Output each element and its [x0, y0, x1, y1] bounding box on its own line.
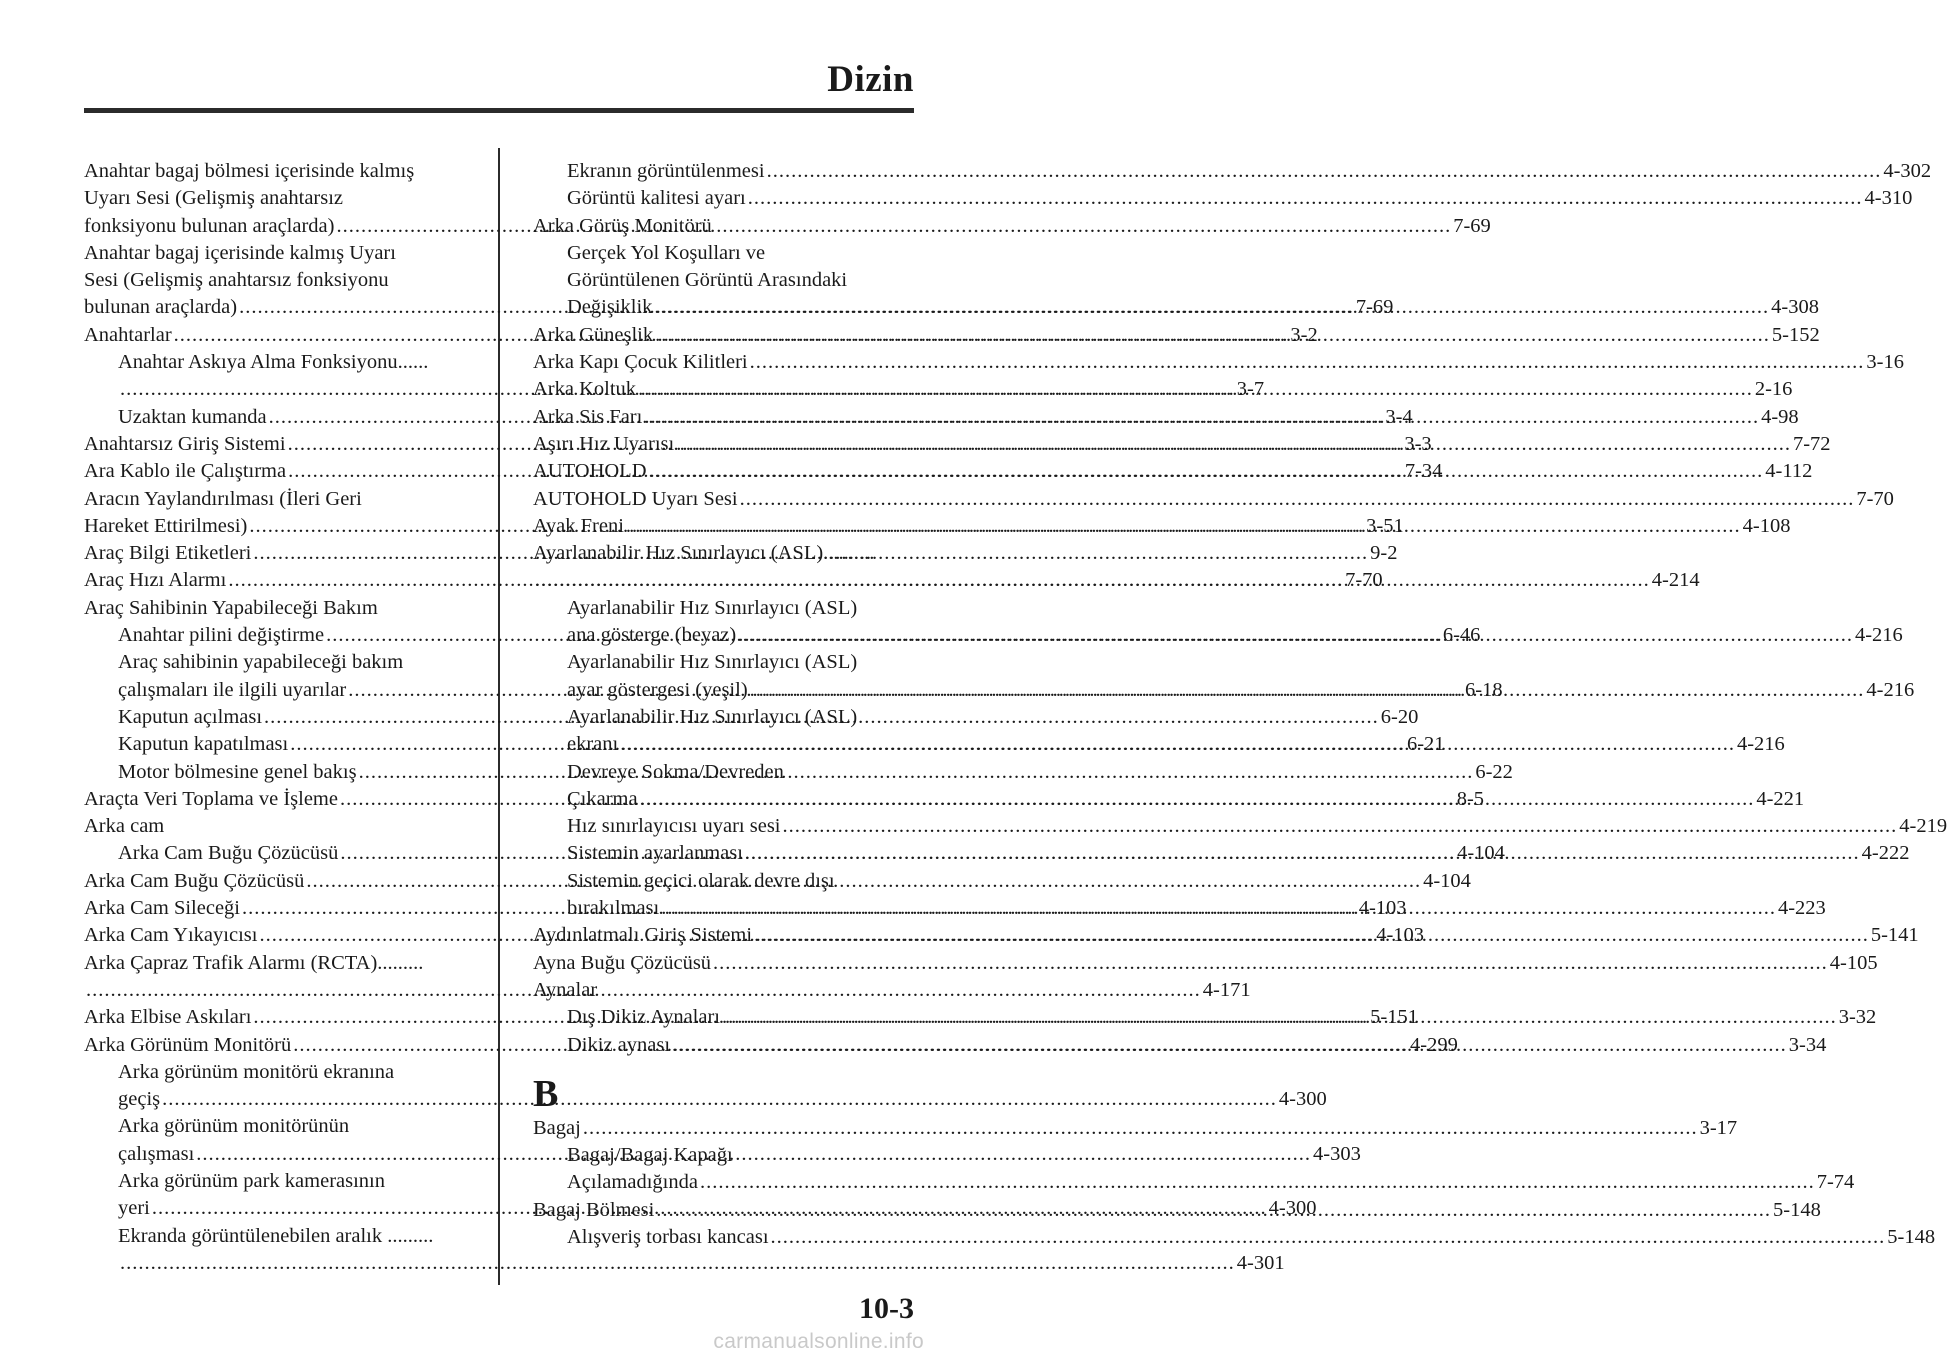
dot-leader — [656, 1197, 1771, 1224]
index-entry-page: 7-70 — [1856, 487, 1894, 510]
index-entry-page: 4-112 — [1765, 460, 1813, 483]
index-entry-page: 4-104 — [1457, 842, 1505, 865]
dot-leader — [654, 294, 1769, 321]
index-entry-page: 3-51 — [1366, 514, 1404, 537]
index-entry-text: Arka Cam Buğu Çözücüsü — [84, 869, 305, 892]
index-entry-page: 4-98 — [1761, 405, 1799, 428]
index-entry — [84, 486, 467, 513]
index-entry-text: Devreye Sokma/Devreden — [567, 760, 784, 783]
index-entry-text: Arka Koltuk — [533, 378, 637, 401]
index-entry — [84, 1113, 467, 1140]
index-entry-text: Görüntülenen Görüntü Arasındaki — [567, 269, 848, 292]
dot-leader — [120, 1250, 1235, 1277]
index-entry-text: Arka cam — [84, 815, 165, 838]
dot-leader — [676, 431, 1791, 458]
index-entry-page: 4-216 — [1854, 624, 1903, 647]
index-entry-text: Arka görünüm park kamerasının — [118, 1169, 385, 1192]
dot-leader — [655, 322, 1770, 349]
index-entry — [84, 1223, 467, 1250]
index-entry — [533, 950, 1878, 977]
index-entry-page: 5-148 — [1887, 1225, 1936, 1248]
index-entry — [84, 567, 1383, 594]
index-entry-text: geçiş — [118, 1088, 161, 1111]
index-entry — [84, 950, 467, 977]
index-entry-text: Hareket Ettirilmesi) — [84, 514, 248, 537]
index-entry — [533, 486, 1894, 513]
dot-leader — [626, 513, 1741, 540]
dot-leader — [783, 813, 1898, 840]
index-entry-text: Arka Görüş Monitörü — [533, 214, 712, 237]
index-entry — [84, 240, 467, 267]
index-entry-page: 8-5 — [1456, 787, 1485, 810]
index-entry-text: yeri — [118, 1197, 150, 1220]
index-entry-text: Arka Elbise Askıları — [84, 1006, 252, 1029]
index-entry — [533, 595, 914, 622]
watermark: carmanualsonline.info — [713, 1330, 924, 1353]
index-entry-text: Ekranda görüntülenebilen aralık ......... — [118, 1224, 434, 1247]
index-entry-text: AUTOHOLD — [533, 460, 647, 483]
index-entry — [533, 977, 914, 1004]
index-entry — [533, 185, 1913, 212]
index-entry — [533, 1115, 1738, 1142]
index-entry — [533, 540, 914, 567]
index-entry-page: 5-141 — [1870, 924, 1919, 947]
index-entry-page: 7-72 — [1792, 432, 1831, 455]
index-entry-text: Araçta Veri Toplama ve İşleme — [84, 787, 338, 810]
index-entry-page: 4-171 — [1202, 978, 1251, 1001]
index-entry-text: AUTOHOLD Uyarı Sesi — [533, 487, 738, 510]
dot-leader — [750, 677, 1865, 704]
index-entry-text: Gerçek Yol Koşulları ve — [567, 241, 766, 264]
dot-leader — [620, 731, 1735, 758]
index-entry-text: Uyarı Sesi (Gelişmiş anahtarsız — [84, 187, 344, 210]
dot-leader — [640, 786, 1755, 813]
index-entry-page: 4-108 — [1742, 514, 1791, 537]
index-entry-text: Arka Cam Yıkayıcısı — [84, 924, 258, 947]
dot-leader — [738, 622, 1853, 649]
index-entry-text: ekranı — [567, 733, 619, 756]
index-entry-page: 4-299 — [1410, 1033, 1458, 1056]
index-entry-page: 4-223 — [1777, 897, 1826, 920]
index-entry-page: 4-103 — [1376, 924, 1425, 947]
dot-leader — [748, 185, 1863, 212]
index-entry — [533, 240, 914, 267]
index-entry-page: 6-18 — [1465, 678, 1503, 701]
index-entry-page: 7-69 — [1355, 296, 1394, 319]
index-entry-page: 4-300 — [1268, 1197, 1317, 1220]
index-entry — [84, 267, 467, 294]
index-entry-text: Arka Sis Farı — [533, 405, 643, 428]
index-entry-page: 4-214 — [1651, 569, 1700, 592]
index-entry-text: Arka Kapı Çocuk Kilitleri — [533, 351, 748, 374]
index-entry-page: 4-303 — [1313, 1142, 1361, 1165]
dot-leader — [771, 1224, 1886, 1251]
index-entry-text: Ayak Freni — [533, 514, 624, 537]
index-entry-page: 7-74 — [1816, 1171, 1855, 1194]
index-entry-page: 2-16 — [1754, 378, 1793, 401]
index-entry-text: Görüntü kalitesi ayarı — [567, 187, 746, 210]
index-entry-text: Bagaj — [533, 1116, 581, 1139]
index-entry-page: 4-308 — [1771, 296, 1819, 319]
index-entry-page: 4-302 — [1883, 160, 1932, 182]
index-entry-text: Aracın Yaylandırılması (İleri Geri — [84, 487, 362, 510]
index-entry-text: Uzaktan kumanda — [118, 405, 267, 428]
index-entry-text: Arka görünüm monitörünün — [118, 1115, 350, 1138]
index-entry-text: Araç Sahibinin Yapabileceği Bakım — [84, 596, 378, 619]
index-entry-text: Kaputun kapatılması — [118, 733, 289, 756]
index-entry-page: 4-219 — [1899, 815, 1947, 838]
index-entry-page: 4-216 — [1736, 733, 1785, 756]
dot-leader — [649, 458, 1764, 485]
index-entry-text: fonksiyonu bulunan araçlarda) — [84, 214, 335, 237]
index-entry-page: 5-152 — [1771, 323, 1820, 346]
dot-leader — [713, 950, 1828, 977]
index-entry-text: Değişiklik — [567, 296, 653, 319]
index-entry-page: 4-221 — [1756, 787, 1805, 810]
index-entry-text: Dış Dikiz Aynaları — [567, 1006, 720, 1029]
dot-leader — [754, 922, 1869, 949]
index-entry-text: Ekranın görüntülenmesi — [567, 160, 765, 182]
index-entry-text: Arka Cam Sileceği — [84, 897, 240, 920]
index-entry — [84, 1250, 1285, 1277]
index-entry-text: Anahtarsız Giriş Sistemi — [84, 432, 286, 455]
index-entry-page: 7-69 — [1453, 214, 1491, 237]
index-entry-text: Motor bölmesine genel bakış — [118, 760, 357, 783]
index-entry-text: Ayna Buğu Çözücüsü — [533, 951, 712, 974]
index-entry — [533, 267, 914, 294]
index-entry-text: Sesi (Gelişmiş anahtarsız fonksiyonu — [84, 269, 389, 292]
index-entry-page: 3-34 — [1788, 1033, 1827, 1056]
index-entry — [533, 868, 914, 895]
index-entry-page: 5-148 — [1773, 1198, 1821, 1221]
index-entry — [84, 595, 467, 622]
index-entry — [84, 649, 467, 676]
index-entry-page: 3-3 — [1404, 432, 1432, 455]
index-entry-page: 3-32 — [1838, 1006, 1877, 1029]
index-entry — [533, 349, 1904, 376]
index-entry-page: 4-301 — [1236, 1251, 1285, 1274]
index-entry-text: Anahtar bagaj bölmesi içerisinde kalmış — [84, 160, 415, 182]
index-entry — [84, 158, 467, 185]
index-entry-page: 6-22 — [1475, 760, 1513, 783]
dot-leader — [672, 1032, 1787, 1059]
index-entry-page: 3-17 — [1699, 1116, 1738, 1139]
index-entry-text: Arka Güneşlik — [533, 323, 654, 346]
index-entry — [84, 813, 467, 840]
index-entry-page: 6-21 — [1406, 733, 1445, 756]
page-number: 10-3 — [859, 1292, 914, 1325]
index-entry — [533, 813, 1947, 840]
dot-leader — [740, 486, 1855, 513]
index-entry-text: Araç sahibinin yapabileceği bakım — [118, 651, 404, 674]
dot-leader — [583, 1115, 1698, 1142]
dot-leader — [644, 404, 1759, 431]
dot-leader — [359, 759, 1474, 786]
index-entry-text: Aşırı Hız Uyarısı — [533, 432, 675, 455]
index-entry-text: Çıkarma — [567, 787, 638, 810]
index-entry-text: Açılamadığında — [567, 1171, 698, 1194]
index-entry — [84, 349, 467, 376]
index-entry-page: 3-2 — [1290, 323, 1318, 346]
index-entry-page: 7-70 — [1345, 569, 1383, 592]
index-entry — [533, 759, 914, 786]
index-entry-text: Sistemin ayarlanması — [567, 842, 743, 865]
index-entry-text: Aynalar — [533, 978, 598, 1001]
index-entry-text: Ara Kablo ile Çalıştırma — [84, 460, 287, 483]
index-entry-text: Aydınlatmalı Giriş Sistemi — [533, 924, 753, 947]
index-entry-page: 5-151 — [1370, 1006, 1418, 1029]
index-entry-text: Hız sınırlayıcısı uyarı sesi — [567, 815, 781, 838]
index-entry-text: çalışması — [118, 1142, 195, 1165]
index-entry — [533, 649, 914, 676]
index-entry-text: ayar göstergesi (yeşil) — [567, 678, 748, 701]
index-entry-page: 4-310 — [1864, 187, 1913, 210]
dot-leader — [745, 840, 1860, 867]
dot-leader — [535, 567, 1650, 594]
index-entry — [84, 1086, 1327, 1113]
index-entry-page: 7-34 — [1404, 460, 1443, 483]
dot-leader — [700, 1169, 1815, 1196]
dot-leader — [661, 895, 1776, 922]
index-entry-text: Kaputun açılması — [118, 705, 263, 728]
index-entry-text: Araç Bilgi Etiketleri — [84, 542, 252, 565]
index-entry-text: Ayarlanabilir Hız Sınırlayıcı (ASL).......... — [533, 542, 875, 565]
index-entry-page: 3-4 — [1385, 405, 1413, 428]
header-rule — [84, 108, 914, 113]
index-entry-page: 4-104 — [1423, 869, 1471, 892]
index-entry-text: Anahtar bagaj içerisinde kalmış Uyarı — [84, 241, 396, 264]
index-entry-text: Bagaj Bölmesi — [533, 1198, 655, 1221]
index-entry-page: 4-103 — [1358, 897, 1407, 920]
index-entry-page: 4-222 — [1861, 842, 1910, 865]
index-entry — [84, 1059, 467, 1086]
dot-leader — [767, 158, 1882, 185]
index-entry-text: Arka Çapraz Trafik Alarmı (RCTA)......... — [84, 951, 424, 974]
index-entry-page: 4-216 — [1866, 678, 1915, 701]
index-entry-text: Dikiz aynası — [567, 1033, 671, 1056]
index-entry-page: 4-300 — [1278, 1088, 1327, 1111]
index-entry — [84, 185, 467, 212]
index-entry-text: Anahtar pilini değiştirme — [118, 624, 325, 647]
index-entry-text: Arka Cam Buğu Çözücüsü — [118, 842, 339, 865]
dot-leader — [722, 1004, 1837, 1031]
index-entry — [533, 1224, 1936, 1251]
index-entry — [533, 213, 914, 240]
index-entry — [84, 1168, 467, 1195]
index-entry-page: 3-16 — [1866, 351, 1904, 374]
index-entry-text: Arka Görünüm Monitörü — [84, 1033, 292, 1056]
index-entry-page: 3-7 — [1236, 378, 1265, 401]
index-entry-text: Anahtar Askıya Alma Fonksiyonu...... — [118, 351, 429, 374]
index-entry-text: Sistemin geçici olarak devre dışı — [567, 869, 835, 892]
index-entry — [533, 1169, 1855, 1196]
dot-leader — [638, 376, 1753, 403]
index-entry-text: Bagaj/Bagaj Kapağı — [567, 1144, 733, 1167]
index-entry-text: Arka görünüm monitörü ekranına — [118, 1060, 395, 1083]
index-entry-page: 6-46 — [1442, 624, 1481, 647]
index-entry-text: Ayarlanabilir Hız Sınırlayıcı (ASL) — [567, 705, 858, 728]
index-entry-text: Alışveriş torbası kancası — [567, 1225, 769, 1248]
index-entry-text: Ayarlanabilir Hız Sınırlayıcı (ASL) — [567, 651, 858, 674]
index-entry-page: 9-2 — [1370, 542, 1398, 565]
index-entry — [533, 704, 914, 731]
index-entry-text: bulunan araçlarda) — [84, 296, 238, 319]
index-entry-text: Araç Hızı Alarmı — [84, 569, 227, 592]
index-entry-text: Ayarlanabilir Hız Sınırlayıcı (ASL) — [567, 596, 858, 619]
index-entry-text: bırakılması — [567, 897, 660, 920]
section-letter: B — [533, 1072, 559, 1115]
index-entry — [533, 158, 1932, 185]
index-entry-text: çalışmaları ile ilgili uyarılar — [118, 678, 347, 701]
index-entry-page: 6-20 — [1380, 705, 1419, 728]
index-entry-page: 4-105 — [1829, 951, 1878, 974]
dot-leader — [750, 349, 1865, 376]
page-title: Dizin — [827, 59, 914, 100]
index-entry-text: ana gösterge (beyaz) — [567, 624, 737, 647]
index-entry — [533, 1142, 914, 1169]
index-entry-text: Anahtarlar — [84, 323, 172, 346]
